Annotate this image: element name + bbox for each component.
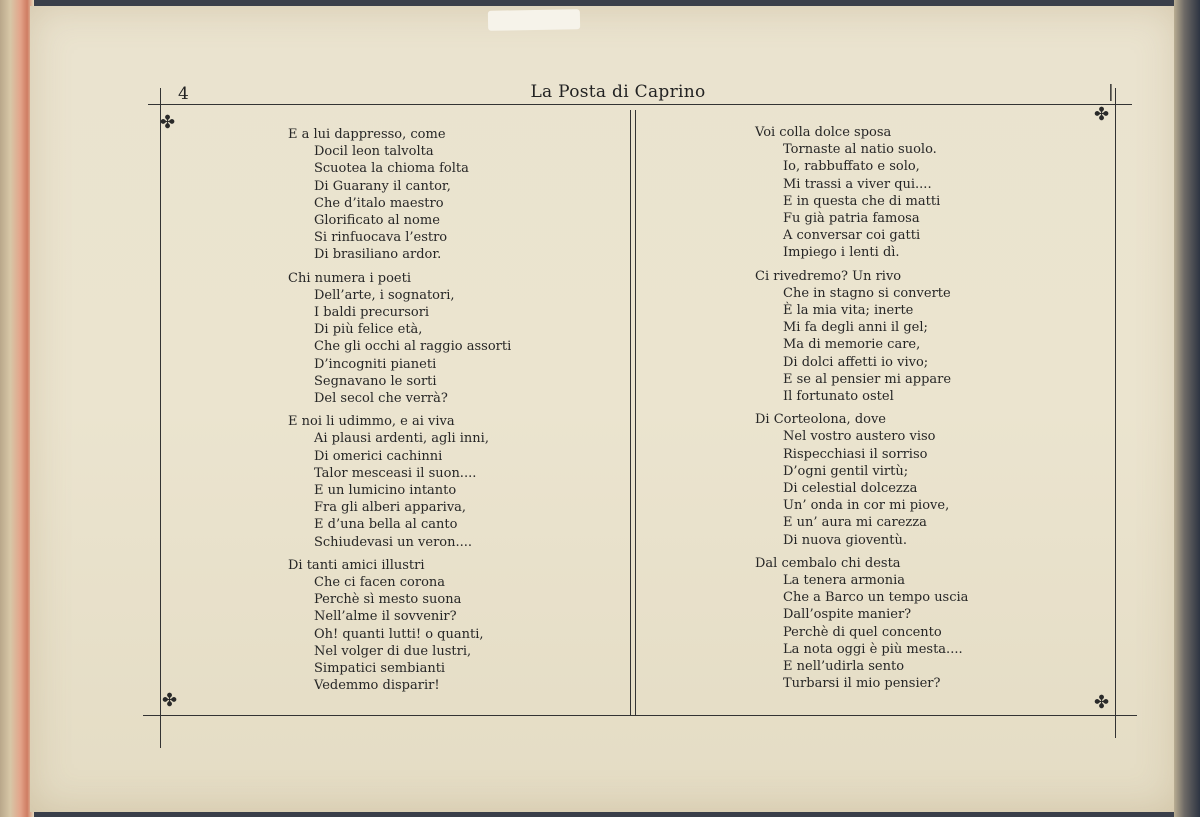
verse-line: E un lumicino intanto: [314, 483, 457, 499]
center-rule-left: [630, 110, 631, 715]
verse-line: Dell’arte, i sognatori,: [314, 287, 455, 303]
verse-line: Di nuova gioventù.: [783, 532, 907, 548]
stanza: [288, 126, 628, 264]
verse-line: Di tanti amici illustri: [288, 557, 425, 573]
verse-line: Che gli occhi al raggio assorti: [314, 339, 512, 355]
verse-line: D’incogniti pianeti: [314, 356, 437, 372]
bottom-rule: [143, 715, 1137, 716]
corner-ornament-icon: ✤: [162, 690, 178, 711]
header-rule-mark: |: [1108, 82, 1114, 102]
verse-line: Perchè di quel concento: [783, 624, 942, 640]
page-number: 4: [178, 84, 189, 104]
verse-line: Io, rabbuffato e solo,: [783, 159, 920, 175]
verse-line: E un’ aura mi carezza: [783, 515, 927, 531]
corner-ornament-icon: ✤: [1094, 692, 1110, 713]
verse-line: È la mia vita; inerte: [783, 303, 914, 319]
verse-line: Simpatici sembianti: [314, 661, 446, 677]
verse-line: Di più felice età,: [314, 322, 423, 338]
stanza: [755, 124, 1105, 262]
stanza: [755, 411, 1105, 549]
verse-line: Ma di memorie care,: [783, 337, 921, 353]
book-spine-left: [0, 0, 34, 817]
verse-line: Fra gli alberi appariva,: [314, 500, 467, 516]
verse-line: Ai plausi ardenti, agli inni,: [314, 431, 489, 447]
verse-line: I baldi precursori: [314, 305, 430, 321]
verse-line: Scuotea la chioma folta: [314, 161, 469, 177]
verse-line: Segnavano le sorti: [314, 373, 437, 389]
verse-line: Che d’italo maestro: [314, 195, 444, 211]
verse-line: Oh! quanti lutti! o quanti,: [314, 626, 484, 642]
right-frame-rule: [1115, 88, 1116, 738]
verse-line: Impiego i lenti dì.: [783, 245, 900, 261]
verse-line: Il fortunato ostel: [783, 389, 894, 405]
verse-line: Fu già patria famosa: [783, 211, 920, 227]
verse-line: Glorificato al nome: [314, 213, 440, 229]
verse-line: Vedemmo disparir!: [314, 678, 440, 694]
verse-line: Schiudevasi un veron....: [314, 534, 473, 550]
verse-line: Si rinfuocava l’estro: [314, 230, 448, 246]
verse-line: D’ogni gentil virtù;: [783, 463, 909, 479]
verse-line: Di omerici cachinni: [314, 448, 443, 464]
verse-line: Docil leon talvolta: [314, 144, 434, 160]
stanza: [755, 268, 1105, 406]
verse-line: Tornaste al natio suolo.: [783, 142, 937, 158]
verse-line: Talor mesceasi il suon....: [314, 465, 477, 481]
verse-line: Di dolci affetti io vivo;: [783, 354, 929, 370]
verse-line: Di brasiliano ardor.: [314, 247, 442, 263]
verse-line: A conversar coi gatti: [783, 228, 921, 244]
verse-line: Nel volger di due lustri,: [314, 643, 472, 659]
stanza: [288, 413, 628, 551]
verse-line: La nota oggi è più mesta....: [783, 641, 963, 657]
verse-line: E a lui dappresso, come: [288, 127, 446, 142]
verse-line: E se al pensier mi appare: [783, 371, 952, 387]
left-frame-rule: [160, 88, 161, 748]
stanza: [288, 270, 628, 408]
verse-line: E d’una bella al canto: [314, 517, 458, 533]
corner-ornament-icon: ✤: [1094, 104, 1110, 125]
poem-column-right: [755, 124, 1105, 699]
verse-line: Nell’alme il sovvenir?: [314, 609, 457, 625]
verse-line: Di celestial dolcezza: [783, 481, 918, 497]
verse-line: Del secol che verrà?: [314, 391, 448, 407]
paper-tear: [488, 9, 580, 31]
verse-line: Rispecchiasi il sorriso: [783, 446, 928, 462]
verse-line: Mi trassi a viver qui....: [783, 176, 932, 192]
verse-line: Che in stagno si converte: [783, 285, 951, 301]
verse-line: Perchè sì mesto suona: [314, 592, 462, 608]
verse-line: Ci rivedremo? Un rivo: [755, 268, 902, 284]
corner-ornament-icon: ✤: [160, 112, 176, 133]
verse-line: Di Guarany il cantor,: [314, 178, 451, 194]
stanza: [755, 555, 1105, 693]
verse-line: E noi li udimmo, e ai viva: [288, 414, 455, 430]
verse-line: Che ci facen corona: [314, 575, 446, 591]
stanza: [288, 557, 628, 695]
verse-line: E nell’udirla sento: [783, 659, 905, 675]
verse-line: La tenera armonia: [783, 573, 905, 589]
poem-column-left: [288, 126, 628, 701]
book-edge-right: [1174, 0, 1200, 817]
verse-line: E in questa che di matti: [783, 193, 941, 209]
verse-line: Nel vostro austero viso: [783, 429, 936, 445]
verse-line: Un’ onda in cor mi piove,: [783, 498, 950, 514]
page-title: La Posta di Caprino: [530, 82, 706, 102]
verse-line: Che a Barco un tempo uscia: [783, 590, 969, 606]
center-rule-right: [635, 110, 636, 715]
verse-line: Di Corteolona, dove: [755, 412, 887, 428]
verse-line: Dall’ospite manier?: [783, 607, 912, 623]
verse-line: Dal cembalo chi desta: [755, 555, 901, 571]
verse-line: Mi fa degli anni il gel;: [783, 320, 928, 336]
verse-line: Turbarsi il mio pensier?: [783, 676, 941, 692]
verse-line: Chi numera i poeti: [288, 270, 411, 286]
verse-line: Voi colla dolce sposa: [755, 125, 892, 140]
top-rule: [148, 104, 1132, 105]
